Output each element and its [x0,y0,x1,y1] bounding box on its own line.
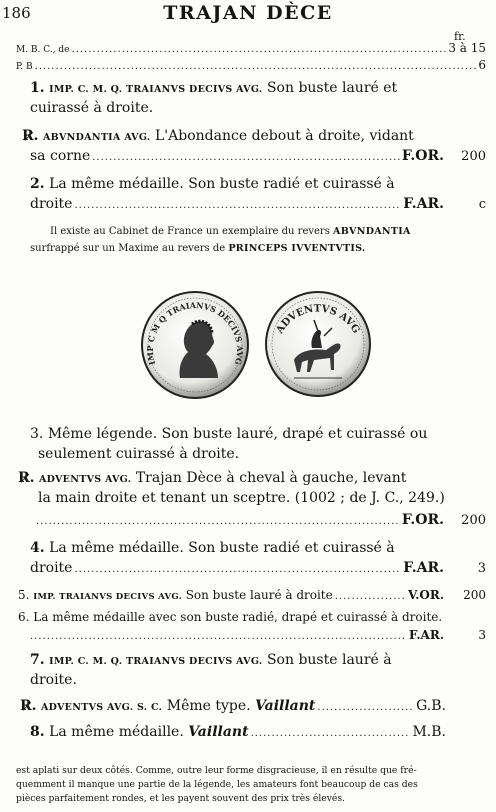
entry-text: Son buste lauré et [266,80,398,96]
entry-number: 5. [18,588,30,602]
entry-3-line-1 [30,426,427,442]
metal-rarity: F.OR. [401,148,444,164]
entry-text: La même médaille. [49,724,184,740]
leader-dots [72,44,447,55]
entry-4-line-2 [30,560,486,576]
metal-rarity: F.AR. [403,560,444,576]
reverse-coin [264,290,372,398]
entry-number: 4. [30,540,45,556]
entry-text: Même légende. Son buste lauré, drapé et cuirassé ou [47,426,428,442]
metal-rarity: F.AR. [403,196,444,212]
reverse-mark: R̷. [18,470,35,486]
entry-text: sa corne [30,148,91,164]
price: c [478,197,486,212]
entry-text: Son buste lauré à [266,652,392,668]
price-value: 6 [478,58,486,72]
entry-text: L'Abondance debout à droite, vidant [155,128,414,144]
price: 200 [463,588,486,602]
page-number: 186 [2,4,31,22]
metal-rarity: M.B. [412,724,446,740]
entry-6-line-2 [30,628,486,642]
entry-text: la main droite et tenant un sceptre. (1002 ; de J. C., 249.) [38,490,445,506]
leader-dots [74,200,401,211]
note-text: surfrappé sur un Maxime au revers de [30,243,226,254]
entry-4-line-1 [30,540,395,556]
reverse-legend-text: ADVENTVS AVG [274,303,362,336]
leader-dots [335,591,406,602]
entry-6-line-1 [18,610,442,624]
obverse-coin-drawing [140,290,250,400]
entry-text: droite [30,196,73,212]
reverse-coin-drawing [264,290,372,398]
leader-dots [74,564,401,575]
obverse-legend: IMP. TRAIANVS DECIVS AVG. [33,592,182,602]
note-line-2 [30,243,366,254]
entry-2-line-1 [30,176,395,192]
entry-text: Son buste lauré à droite [185,588,333,602]
price: 3 [477,561,486,576]
leader-dots [35,61,477,72]
reference-author: Vaillant [255,698,316,714]
metal-rarity: G.B. [416,698,446,714]
entry-8-line [30,724,446,740]
running-title: TRAJAN DÈCE [163,2,333,24]
leader-dots [36,516,400,527]
entry-number: 1. [30,80,45,96]
reverse-mark: R̷. [22,128,39,144]
reference-author: Vaillant [188,724,249,740]
reverse-3-line-1 [18,470,406,486]
entry-text: La même médaille avec son buste radié, drapé et cuirassé à droite. [33,610,443,624]
price: 200 [461,513,486,528]
obverse-legend: IMP. C. M. Q. TRAIANVS DECIVS AVG. [49,84,263,95]
entry-text: droite. [30,672,77,688]
leader-dots [30,631,407,642]
reverse-7-line [20,698,446,714]
reverse-mark: R̷. [20,698,37,714]
reverse-legend: ABVNDANTIA AVG. [42,132,151,143]
price: 200 [461,149,486,164]
note-legend: PRINCEPS IVVENTVTIS. [228,243,366,254]
entry-number: 3. [30,426,44,442]
entry-number: 8. [30,724,45,740]
entry-number: 2. [30,176,45,192]
price: 3 [478,628,486,642]
footnote-line-3: pièces parfaitement rondes, et les payent souvent des prix très élevés. [16,793,345,804]
entry-7-line-1 [30,652,392,668]
entry-text: droite [30,560,73,576]
reverse-legend: ADVENTVS AVG. [38,474,132,485]
entry-text: Trajan Dèce à cheval à gauche, levant [135,470,407,486]
note-line-1 [50,226,411,237]
reverse-3-line-3 [36,512,486,528]
entry-1-line-1 [30,80,397,96]
leader-dots [92,152,400,163]
price-label: P. B [16,62,33,72]
metal-rarity: F.AR. [409,628,444,642]
metal-rarity: V.OR. [408,588,444,602]
note-legend: ABVNDANTIA [333,226,411,237]
price-label: M. B. C., de [16,45,70,55]
leader-dots [317,702,414,713]
currency-label: fr. [454,30,466,43]
entry-2-line-2 [30,196,486,212]
obverse-legend: IMP. C. M. Q. TRAIANVS DECIVS AVG. [49,656,263,667]
entry-text: cuirassé à droite. [30,100,154,116]
reverse-legend: ADVENTVS AVG. S. C. [40,702,163,713]
entry-5-line [18,588,486,602]
price-row [16,41,486,55]
price-row [16,58,486,72]
entry-number: 7. [30,652,45,668]
metal-rarity: F.OR. [401,512,444,528]
reverse-1-line-1 [22,128,414,144]
leader-dots [251,728,411,739]
entry-text: La même médaille. Son buste radié et cuirassé à [49,540,395,556]
footnote-line-1: est aplati sur deux côtés. Comme, outre leur forme disgracieuse, il en résulte que fré- [16,765,417,776]
entry-text: Même type. [166,698,251,714]
footnote-line-2: quemment il manque une partie de la légende, les amateurs font beaucoup de cas des [16,779,418,790]
note-text: Il existe au Cabinet de France un exemplaire du revers [50,226,330,237]
entry-text: seulement cuirassé à droite. [38,446,240,462]
obverse-coin [140,290,250,400]
entry-text: La même médaille. Son buste radié et cuirassé à [49,176,395,192]
reverse-1-line-2 [30,148,486,164]
obverse-legend-text: IMP C M Q TRAIANVS DECIVS AVG [144,300,246,367]
price-value: 3 à 15 [448,41,486,55]
entry-number: 6. [18,610,30,624]
